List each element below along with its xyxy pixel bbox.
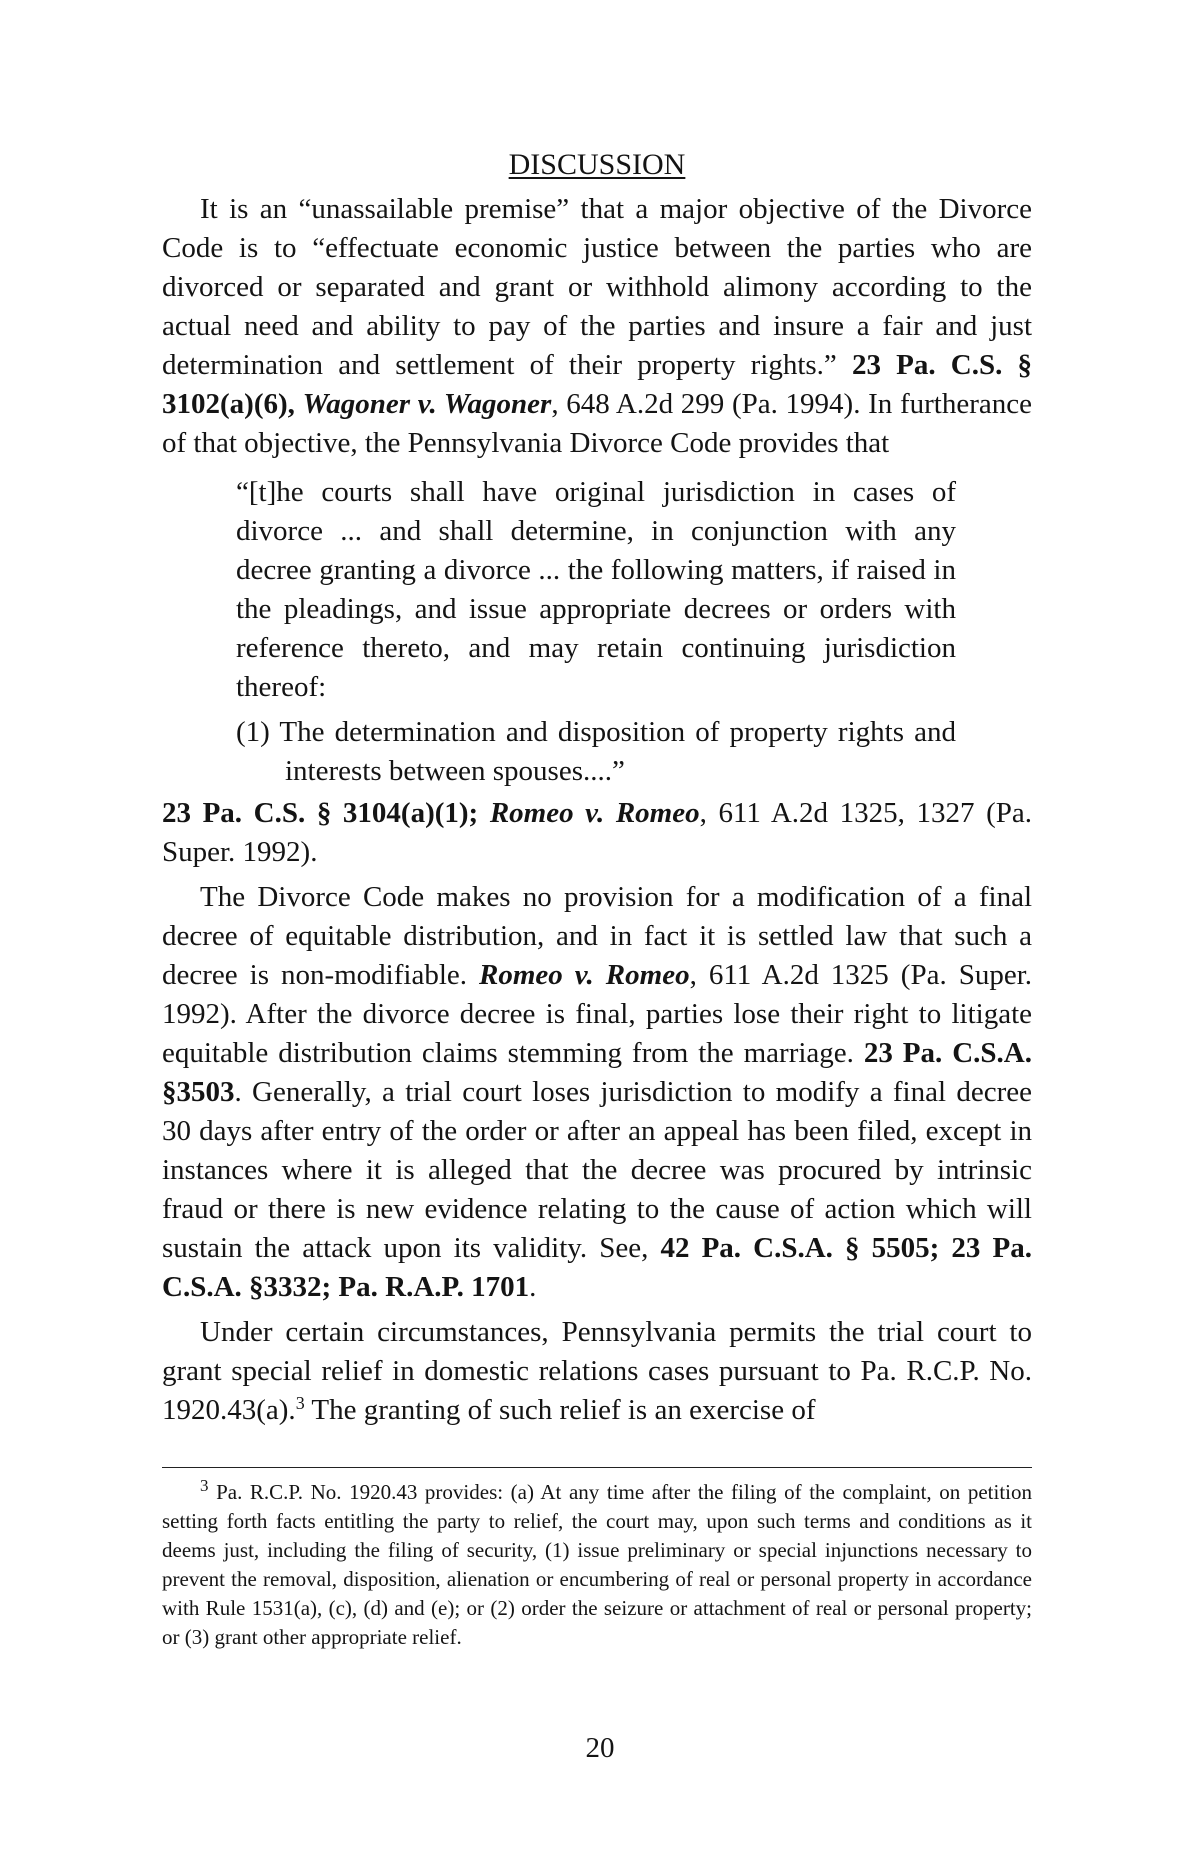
statute-citation: 23 Pa. C.S. § 3102(a)(6), [162, 349, 1032, 420]
paragraph-2 [162, 878, 1032, 1307]
paragraph-3-text-2: The granting of such relief is an exercise of [304, 1394, 816, 1426]
paragraph-3 [162, 1313, 1032, 1430]
footnote-reference[interactable]: 3 [295, 1393, 305, 1413]
paragraph-1 [162, 190, 1032, 463]
footnote-text [162, 1478, 1032, 1652]
footnote-number: 3 [200, 1476, 209, 1495]
footnote [162, 1478, 1032, 1652]
citation-text: , 611 A.2d 1325, 1327 (Pa. Super. 1992). [162, 797, 1032, 868]
statute-citation: 23 Pa. C.S. § 3104(a)(1); [162, 797, 479, 829]
statute-citation: 42 Pa. C.S.A. § 5505; 23 Pa. C.S.A. §3332; Pa. R.A.P. 1701 [162, 1232, 1032, 1303]
case-name: Romeo v. Romeo [489, 797, 700, 829]
page-number: 20 [585, 1732, 615, 1764]
paragraph-2-text-4: . [529, 1271, 537, 1303]
block-quote-body: “[t]he courts shall have original jurisdiction in cases of divorce ... and shall determine, in conjunction with any decree granting a divorce ... the following matters, if raised in the pleadings, and issue appropriate decrees or orders with reference thereto, and may retain continuing jurisdiction thereof: [236, 476, 956, 703]
footnote-divider [162, 1467, 1032, 1468]
block-quote [236, 473, 956, 791]
paragraph-2-text-2: , 611 A.2d 1325 (Pa. Super. 1992). After the divorce decree is final, parties lose their right to litigate equitable distribution claims stemming from the marriage. [162, 959, 1033, 1069]
paragraph-1-text: It is an “unassailable premise” that a major objective of the Divorce Code is to “effectuate economic justice between the parties who are divorced or separated and grant or withhold alimony according to the actual need and ability to pay of the parties and insure a fair and just determination and settlement of their property rights.” [162, 193, 1032, 381]
statute-citation: 23 Pa. C.S.A. §3503 [162, 1037, 1032, 1108]
section-heading: DISCUSSION [508, 148, 686, 181]
paragraph-2-text-1: The Divorce Code makes no provision for a modification of a final decree of equitable distribution, and in fact it is settled law that such a decree is non-modifiable. [162, 881, 1032, 991]
page-body [162, 150, 1032, 1430]
paragraph-3-text-1: Under certain circumstances, Pennsylvania permits the trial court to grant special relief in domestic relations cases pursuant to Pa. R.C.P. No. 1920.43(a). [162, 1316, 1032, 1426]
case-name: Wagoner v. Wagoner [302, 388, 552, 420]
block-quote-item: (1) The determination and disposition of property rights and interests between spouses....” [236, 716, 956, 787]
footnote-body: Pa. R.C.P. No. 1920.43 provides: (a) At any time after the filing of the complaint, on petition setting forth facts entitling the party to relief, the court may, upon such terms and conditions as it deems just, including the filing of security, (1) issue preliminary or special injunctions necessary to prevent the removal, disposition, alienation or encumbering of real or personal property in accordance with Rule 1531(a), (c), (d) and (e); or (2) order the seizure or attachment of real or personal property; or (3) grant other appropriate relief. [162, 1480, 1032, 1649]
quote-citation [162, 794, 1032, 872]
paragraph-1-text-2: , 648 A.2d 299 (Pa. 1994). In furtherance of that objective, the Pennsylvania Divorce Code provides that [162, 388, 1033, 459]
case-name: Romeo v. Romeo [479, 959, 690, 991]
paragraph-2-text-3: . Generally, a trial court loses jurisdiction to modify a final decree 30 days after entry of the order or after an appeal has been filed, except in instances where it is alleged that the decree was procured by intrinsic fraud or there is new evidence relating to the cause of action which will sustain the attack upon its validity. See, [162, 1076, 1032, 1264]
